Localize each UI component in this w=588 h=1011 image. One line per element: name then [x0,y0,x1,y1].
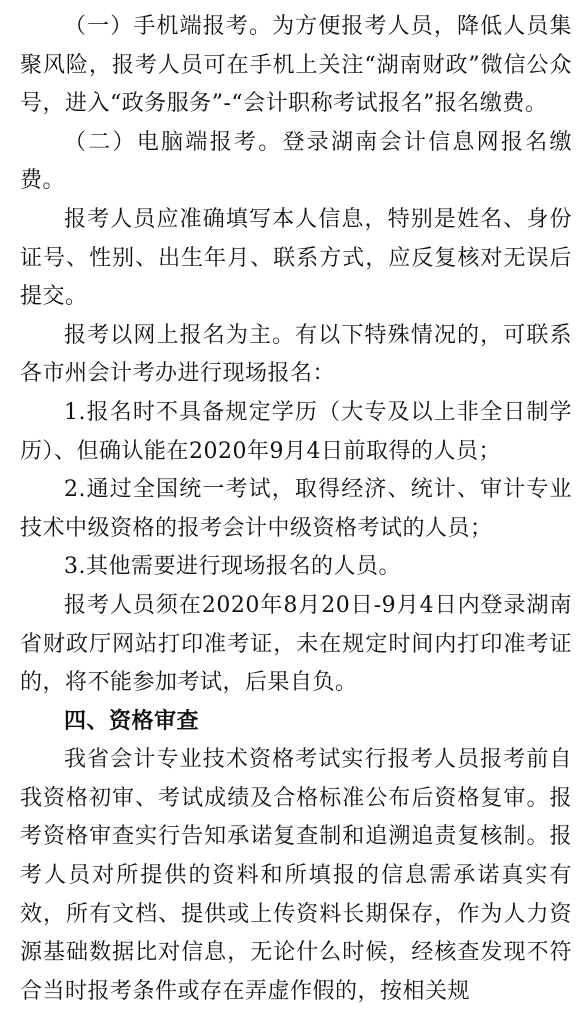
paragraph-pc-registration: （二）电脑端报考。登录湖南会计信息网报名缴费。 [20,129,572,194]
paragraph-mobile-registration: （一）手机端报考。为方便报考人员，降低人员集聚风险，报考人员可在手机上关注“湖南财政”微信公众号，进入“政务服务”-“会计职称考试报名”报名缴费。 [20,14,572,117]
list-item-1: 1.报名时不具备规定学历（大专及以上非全日制学历）、但确认能在2020年9月4日前取得的人员； [20,399,572,464]
paragraph-fill-info: 报考人员应准确填写本人信息，特别是姓名、身份证号、性别、出生年月、联系方式，应反复核对无误后提交。 [20,206,572,310]
list-item-3: 3.其他需要进行现场报名的人员。 [64,554,401,580]
list-item-2: 2.通过全国统一考试，取得经济、统计、审计专业技术中级资格的报考会计中级资格考试的人员； [20,477,572,541]
section-heading: 四、资格审查 [64,708,200,734]
paragraph-qualification-review: 我省会计专业技术资格考试实行报考人员报考前自我资格初审、考试成绩及合格标准公布后资格复审。报考资格审查实行告知承诺复查制和追溯追责复核制。报考人员对所提供的资料和所填报的信息需承诺真实有效，所有文档、提供或上传资料长期保存，作为人力资源基础数据比对信息，无论什么时候，经核查发现不符合当时报考条件或存在弄虚作假的，按相关规 [20,747,572,1004]
paragraph-onsite-intro: 报考以网上报名为主。有以下特殊情况的，可联系各市州会计考办进行现场报名： [20,322,572,387]
paragraph-admission-ticket: 报考人员须在2020年8月20日-9月4日内登录湖南省财政厅网站打印准考证，未在规定时间内打印准考证的，将不能参加考试，后果自负。 [20,592,572,696]
